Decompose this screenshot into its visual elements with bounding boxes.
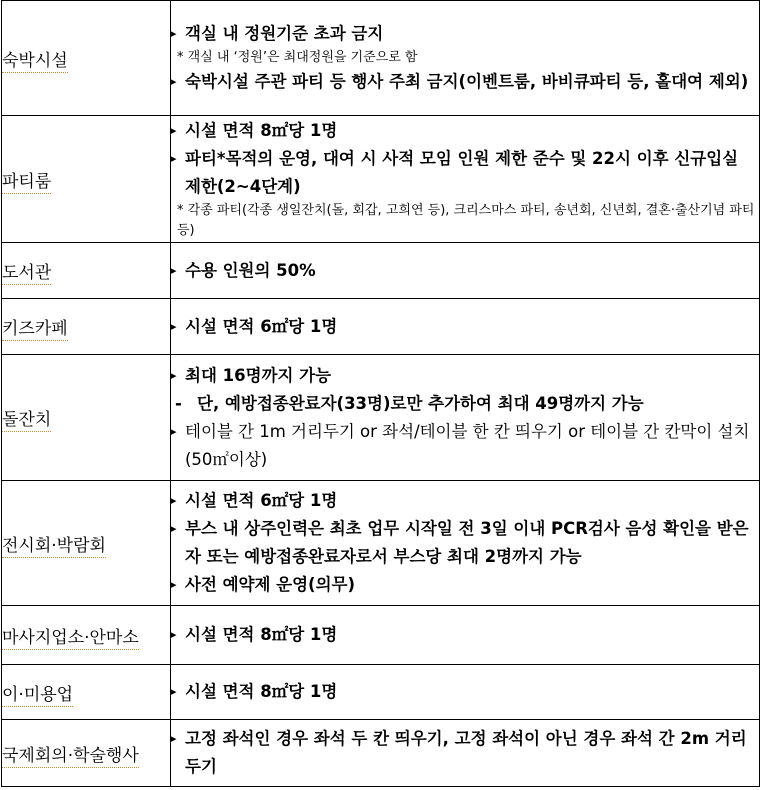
rule-item: ▸ 시설 면적 8㎡당 1명	[171, 117, 759, 145]
rules-table	[1, 0, 760, 787]
description-cell	[171, 720, 760, 787]
description-cell	[171, 355, 760, 481]
category-label: 마사지업소·안마소	[2, 627, 139, 648]
table-row	[2, 355, 760, 481]
category-cell	[2, 116, 171, 243]
table-row	[2, 665, 760, 720]
description-cell	[171, 243, 760, 299]
rule-item: ▸ 부스 내 상주인력은 최초 업무 시작일 전 3일 이내 PCR검사 음성 확인을 받은 자 또는 예방접종완료자로서 부스당 최대 2명까지 가능	[171, 515, 759, 571]
category-label: 파티룸	[2, 171, 52, 192]
rule-item: ▸ 시설 면적 6㎡당 1명	[171, 313, 759, 341]
description-cell	[171, 481, 760, 606]
arrow-icon: ▸	[171, 368, 177, 382]
table-row	[2, 116, 760, 243]
rule-item: ▸ 파티*목적의 운영, 대여 시 사적 모임 인원 제한 준수 및 22시 이후 신규입실 제한(2~4단계)	[171, 145, 759, 201]
table-row	[2, 720, 760, 787]
table-row	[2, 606, 760, 665]
category-label: 돌잔치	[2, 410, 52, 430]
description-cell	[171, 1, 760, 116]
rule-item: ▸ 고정 좌석인 경우 좌석 두 칸 띄우기, 고정 좌석이 아닌 경우 좌석 간 2m 거리두기	[171, 725, 759, 781]
arrow-icon: ▸	[171, 522, 177, 535]
table-row	[2, 481, 760, 606]
rule-subitem: - 단, 예방접종완료자(33명)로만 추가하여 최대 49명까지 가능	[175, 393, 644, 413]
description-cell	[171, 299, 760, 355]
rule-item: ▸ 사전 예약제 운영(의무)	[171, 571, 759, 599]
table-row	[2, 299, 760, 355]
category-label: 이·미용업	[2, 684, 74, 705]
rule-note: * 객실 내 ‘정원’은 최대정원을 기준으로 함	[177, 50, 418, 65]
category-cell	[2, 481, 171, 606]
category-cell	[2, 243, 171, 299]
category-label: 국제회의·학술행사	[2, 745, 139, 766]
arrow-icon: ▸	[171, 424, 177, 438]
arrow-icon: ▸	[171, 578, 177, 591]
rule-note: * 각종 파티(각종 생일잔치(돌, 회갑, 고희연 등), 크리스마스 파티, 송년회, 신년회, 결혼·출산기념 파티 등)	[177, 203, 755, 238]
category-cell	[2, 665, 171, 720]
arrow-icon: ▸	[171, 152, 177, 165]
description-cell	[171, 606, 760, 665]
rule-item: ▸ 수용 인원의 50%	[171, 257, 759, 285]
rule-item: ▸ 최대 16명까지 가능	[171, 362, 759, 390]
category-cell	[2, 606, 171, 665]
category-cell	[2, 355, 171, 481]
arrow-icon: ▸	[171, 319, 177, 333]
category-cell	[2, 1, 171, 116]
category-cell	[2, 299, 171, 355]
description-cell	[171, 116, 760, 243]
arrow-icon: ▸	[171, 263, 177, 277]
rule-item: ▸ 숙박시설 주관 파티 등 행사 주최 금지(이벤트룸, 바비큐파티 등, 홀대여 제외)	[171, 68, 759, 96]
rule-item: ▸ 시설 면적 8㎡당 1명	[171, 621, 759, 649]
table-row	[2, 243, 760, 299]
arrow-icon: ▸	[171, 124, 177, 137]
rule-item: ▸ 시설 면적 8㎡당 1명	[171, 678, 759, 706]
rule-item: ▸ 시설 면적 6㎡당 1명	[171, 487, 759, 515]
category-label: 도서관	[2, 263, 52, 283]
arrow-icon: ▸	[171, 75, 177, 88]
rule-item: ▸ 객실 내 정원기준 초과 금지	[171, 20, 759, 48]
arrow-icon: ▸	[171, 685, 177, 698]
rule-item: ▸ 테이블 간 1m 거리두기 or 좌석/테이블 한 칸 띄우기 or 테이블 간 칸막이 설치(50㎡이상)	[171, 418, 759, 474]
arrow-icon: ▸	[171, 27, 177, 40]
table-row	[2, 1, 760, 116]
description-cell	[171, 665, 760, 720]
category-label: 숙박시설	[2, 50, 68, 71]
category-label: 전시회·박람회	[2, 535, 106, 556]
arrow-icon: ▸	[171, 494, 177, 507]
arrow-icon: ▸	[171, 732, 177, 745]
category-label: 키즈카페	[2, 319, 68, 339]
category-cell	[2, 720, 171, 787]
arrow-icon: ▸	[171, 628, 177, 641]
